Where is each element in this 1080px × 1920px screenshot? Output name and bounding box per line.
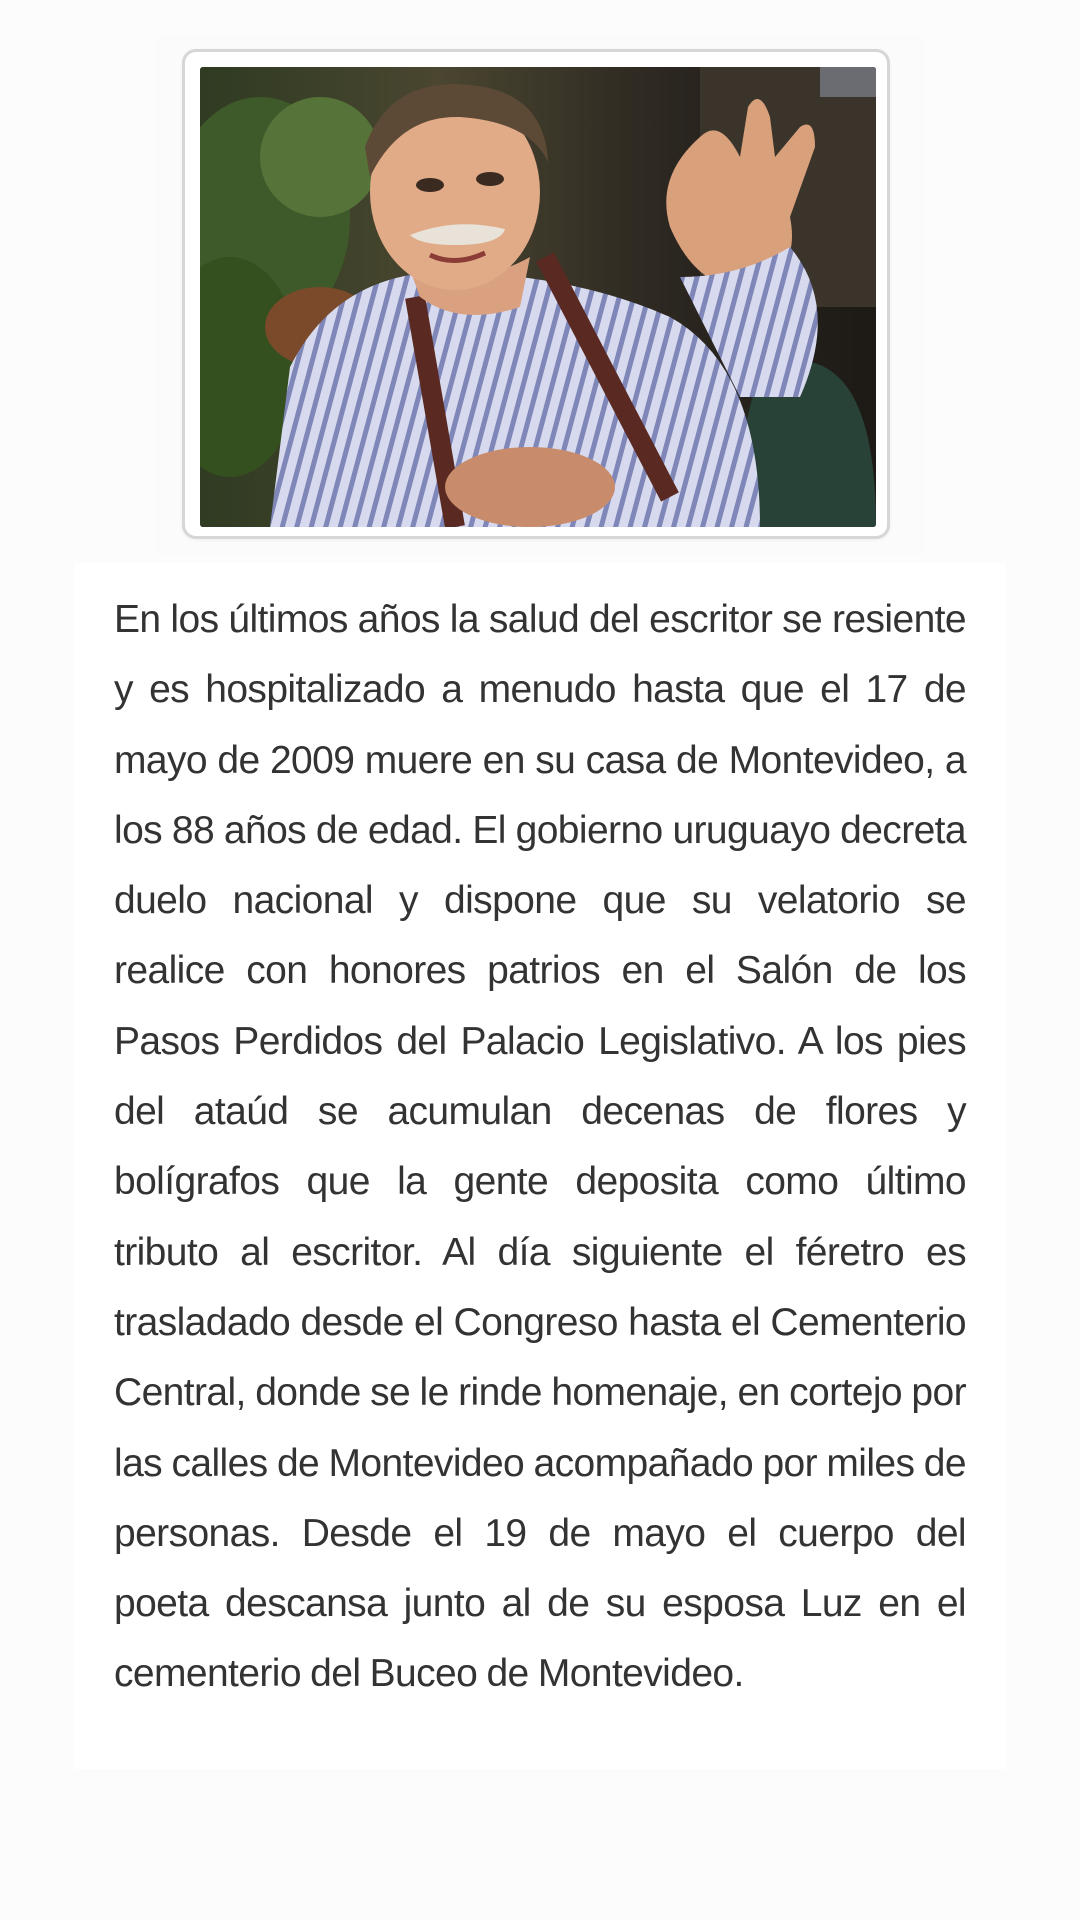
portrait-photo-icon xyxy=(200,67,876,527)
author-photo[interactable] xyxy=(200,67,876,527)
article-paragraph: En los últimos años la salud del escritor se resiente y es hospitalizado a menudo hasta que el 17 de mayo de 2009 muere en su casa de Montevideo, a los 88 años de edad. El gobierno uruguayo decreta duelo nacional y dispone que su velatorio se realice con honores patrios en el Salón de los Pasos Perdidos del Palacio Legislativo. A los pies del ataúd se acumulan decenas de flores y bolígrafos que la gente deposita como último tributo al escritor. Al día siguiente el féretro es trasladado desde el Congreso hasta el Cementerio Central, donde se le rinde homenaje, en cortejo por las calles de Montevideo acompañado por miles de personas. Desde el 19 de mayo el cuerpo del poeta descansa junto al de su esposa Luz en el cementerio del Buceo de Montevideo. xyxy=(114,598,966,1696)
